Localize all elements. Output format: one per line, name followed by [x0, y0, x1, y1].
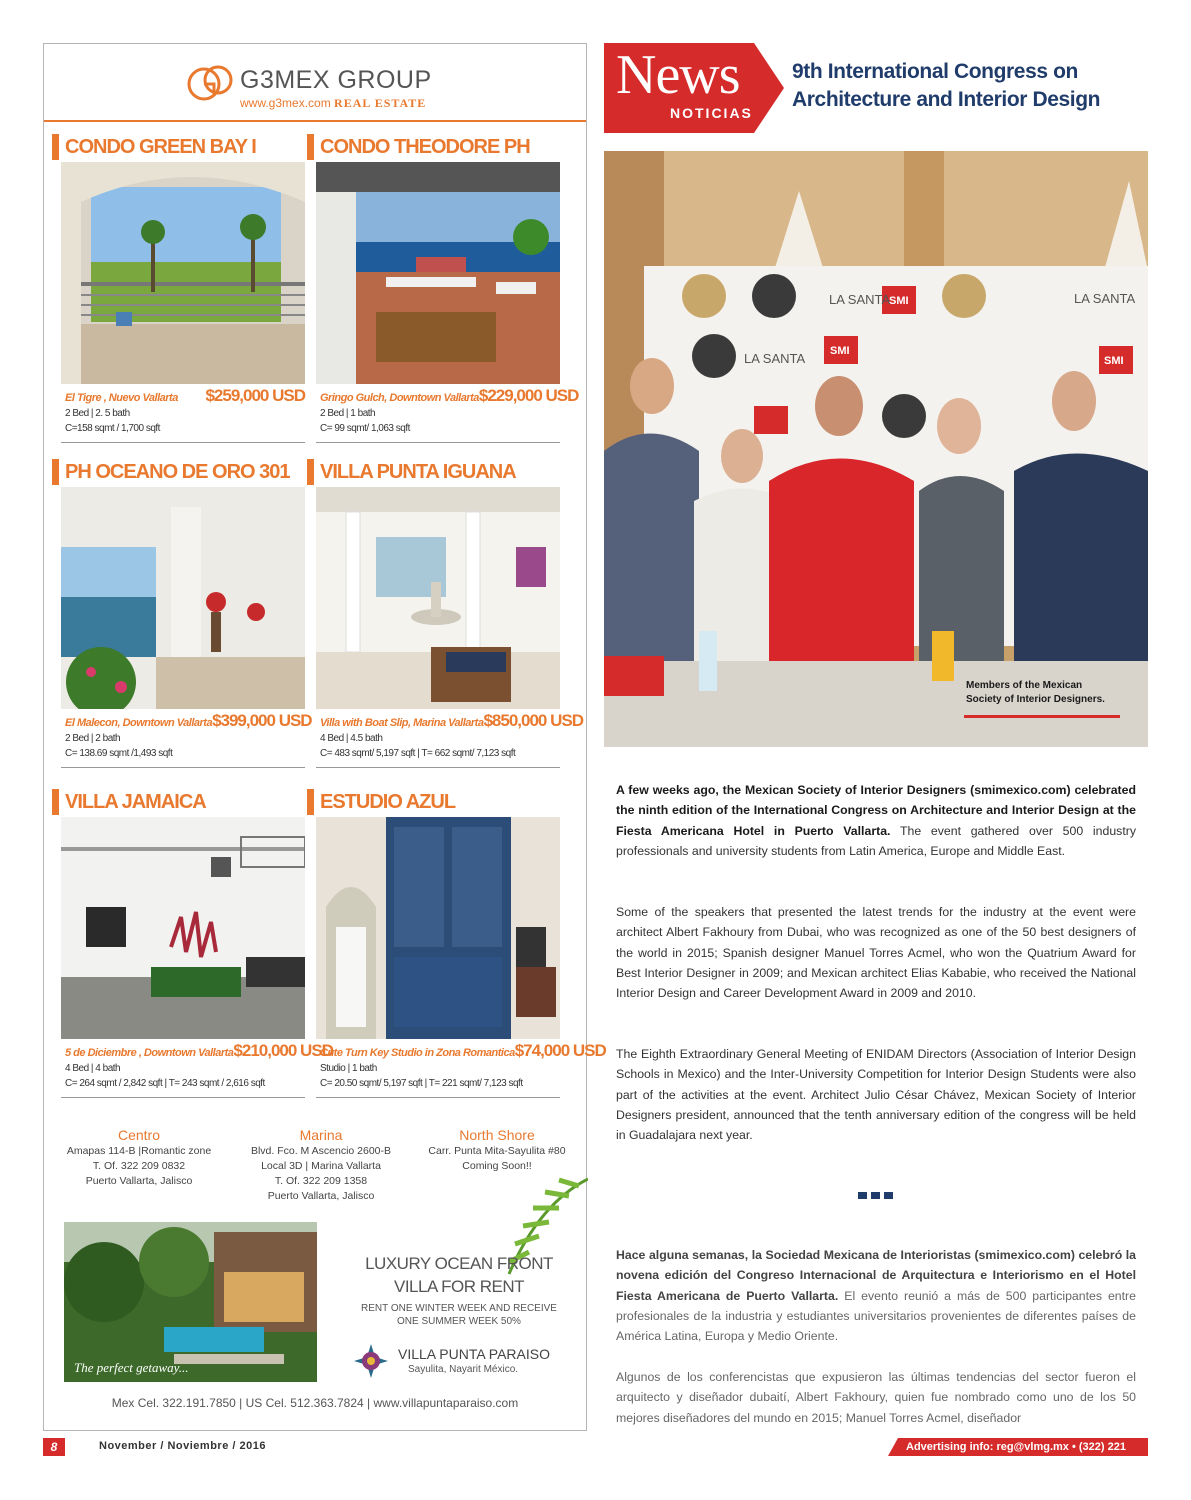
listing-price-row	[320, 386, 579, 406]
g3mex-logo-icon	[184, 58, 244, 110]
listing-location: Villa with Boat Slip, Marina Vallarta	[320, 717, 484, 729]
office-phone: T. Of. 322 209 1358	[274, 1175, 368, 1187]
listing-price: $850,000 USD	[483, 711, 583, 730]
article-headline	[792, 58, 1132, 114]
villa-offer-line-2: ONE SUMMER WEEK 50%	[397, 1316, 521, 1327]
listing-location: Gringo Gulch, Downtown Vallarta	[320, 392, 479, 404]
headline-line-2: Architecture and Interior Design	[792, 88, 1101, 111]
listing-location: 5 de Diciembre , Downtown Vallarta	[65, 1047, 234, 1059]
listing-card	[307, 787, 606, 1098]
listing-photo	[61, 162, 305, 384]
listing-rooms: 2 Bed | 2. 5 bath	[65, 408, 130, 419]
listing-price-row	[320, 711, 583, 731]
page-number: 8	[43, 1438, 65, 1456]
listing-divider	[316, 767, 560, 768]
office-address: Blvd. Fco. M Ascencio 2600-B	[250, 1145, 392, 1157]
listing-title: ESTUDIO AZUL	[307, 787, 552, 817]
office-status: Coming Soon!!	[462, 1160, 532, 1172]
news-badge-title: News	[616, 44, 740, 106]
banner-logo-smi: SMI	[830, 345, 850, 357]
g3mex-logo	[184, 58, 454, 114]
listing-photo	[316, 487, 560, 709]
listing-size: C= 99 sqmt/ 1,063 sqft	[320, 423, 410, 434]
listing-rooms: 2 Bed | 2 bath	[65, 733, 121, 744]
issue-date: November / Noviembre / 2016	[99, 1440, 266, 1452]
real-estate-ad	[43, 43, 606, 1431]
news-badge-subtitle: NOTICIAS	[670, 105, 753, 121]
paragraph-es-1-lead: Hace alguna semanas, la Sociedad Mexicana de Interioristas (smimexico.com) celebró la novena edición del Congreso Internacional de Arquitectura e Interiorismo en el Hotel Fiesta Americana de Puerto Vallarta.	[616, 1248, 1136, 1303]
office-address: Amapas 114-B |Romantic zone	[66, 1145, 212, 1157]
listing-card	[307, 457, 583, 768]
villa-headline-line-1: LUXURY OCEAN FRONT	[365, 1254, 553, 1273]
listing-rooms: Studio | 1 bath	[320, 1063, 377, 1074]
office-city: Puerto Vallarta, Jalisco	[267, 1190, 375, 1202]
caption-rule	[964, 715, 1120, 718]
listing-size: C= 483 sqmt/ 5,197 sqft | T= 662 sqmt/ 7,123 sqft	[320, 748, 516, 759]
paragraph-1-lead: A few weeks ago, the Mexican Society of Interior Designers (smimexico.com) celebrated the ninth edition of the International Congress on Architecture and Interior Design at the Fiesta Americana Hotel in Puerto Vallarta.	[616, 783, 1136, 838]
listing-title: CONDO GREEN BAY I	[52, 132, 297, 162]
villa-offer-line-1: RENT ONE WINTER WEEK AND RECEIVE	[361, 1303, 557, 1314]
event-photo	[604, 151, 1148, 747]
article-paragraph-1	[616, 780, 1136, 861]
listing-price-row	[65, 386, 305, 406]
listing-size: C= 264 sqmt / 2,842 sqft | T= 243 sqmt / 2,616 sqft	[65, 1078, 265, 1089]
paragraph-es-1-body: El evento reunió a más de 500 participantes entre profesionales de la industria y estudiantes universitarios provenientes de diferentes países de América Latina, Europa y Medio Oriente.	[616, 1288, 1136, 1344]
office-name: North Shore	[459, 1127, 535, 1143]
office-local: Local 3D | Marina Vallarta	[261, 1160, 381, 1172]
listing-title: VILLA JAMAICA	[52, 787, 297, 817]
villa-headline	[344, 1252, 574, 1298]
photo-caption-line-2: Society of Interior Designers.	[966, 694, 1105, 705]
brand-tagline: REAL ESTATE	[334, 96, 427, 110]
article-paragraph-2: Some of the speakers that presented the latest trends for the industry at the event were architect Albert Fakhoury from Dubai, who was recognized as one of the 50 best designers of the world in 2015; Spanish designer Manuel Torres Acmel, who won the Quatrium Award for Best Interior Designer in 2009; and Mexican architect Elias Kababie, who received the National Interior Design and Career Development Award in 2009 and 2010.	[616, 905, 1136, 1001]
listing-title: PH OCEANO DE ORO 301	[52, 457, 297, 487]
listing-divider	[61, 767, 305, 768]
listing-rooms: 4 Bed | 4 bath	[65, 1063, 121, 1074]
listing-price: $259,000 USD	[205, 386, 305, 405]
photo-caption-line-1: Members of the Mexican	[966, 680, 1083, 691]
brand-website	[240, 96, 426, 111]
office-phone: T. Of. 322 209 0832	[92, 1160, 186, 1172]
villa-photo	[64, 1222, 317, 1382]
banner-logo-la-santa: LA SANTA	[744, 351, 806, 366]
website-url: www.g3mex.com	[240, 96, 331, 110]
mandala-icon	[352, 1342, 390, 1380]
listing-photo	[316, 817, 560, 1039]
banner-logo-smi: SMI	[889, 295, 909, 307]
article-paragraph-es-1	[616, 1245, 1136, 1346]
photo-caption	[966, 679, 1122, 707]
office-name: Centro	[117, 1127, 161, 1143]
listing-divider	[316, 1097, 560, 1098]
listing-title: VILLA PUNTA IGUANA	[307, 457, 552, 487]
office-north-shore	[414, 1126, 580, 1174]
brand-name: G3MEX GROUP	[240, 66, 432, 94]
news-badge	[604, 43, 784, 133]
listing-price: $399,000 USD	[212, 711, 312, 730]
office-address: Carr. Punta Mita-Sayulita #80	[428, 1145, 566, 1157]
article-paragraph-3: The Eighth Extraordinary General Meeting of ENIDAM Directors (Association of Interior Design Schools in Mexico) and the Inter-University Competition for Interior Design Students were also part of the activities at the event. Architect Julio César Chávez, Mexican Society of Interior Designers president, announced that the tenth anniversary edition of the congress will be held in Guadalajara next year.	[616, 1047, 1136, 1143]
listing-size: C= 138.69 sqmt /1,493 sqft	[65, 748, 173, 759]
listing-location: Cute Turn Key Studio in Zona Romantica	[320, 1047, 515, 1059]
paragraph-1-body: The event gathered over 500 industry professionals and university students from Latin America, Europe and Middle East.	[616, 823, 1136, 858]
listing-price-row	[65, 1041, 333, 1061]
listing-price: $74,000 USD	[514, 1041, 606, 1060]
listing-rooms: 2 Bed | 1 bath	[320, 408, 376, 419]
office-marina	[236, 1126, 406, 1204]
office-name: Marina	[299, 1127, 343, 1143]
villa-location: Sayulita, Nayarit México.	[408, 1364, 519, 1375]
headline-line-1: 9th International Congress on	[792, 60, 1078, 83]
office-centro	[54, 1126, 224, 1189]
section-divider-icon	[858, 1192, 894, 1200]
office-city: Puerto Vallarta, Jalisco	[85, 1175, 193, 1187]
villa-headline-line-2: VILLA FOR RENT	[394, 1277, 524, 1296]
banner-logo-la-santa: LA SANTA	[829, 292, 891, 307]
advertising-info: Advertising info: reg@vlmg.mx • (322) 221 0106	[888, 1438, 1148, 1456]
listing-photo	[61, 817, 305, 1039]
listing-photo	[61, 487, 305, 709]
listing-price: $229,000 USD	[478, 386, 579, 405]
listing-size: C=158 sqmt / 1,700 sqft	[65, 423, 160, 434]
article-paragraph-es-2: Algunos de los conferencistas que expusieron las últimas tendencias del sector fueron el arquitecto y diseñador dubaití, Albert Fakhoury, quien fue nombrado como uno de los 50 mejores diseñadores del mundo en 2015; Manuel Torres Acmel, diseñador	[616, 1370, 1136, 1425]
listing-price-row	[65, 711, 312, 731]
listing-divider	[316, 442, 560, 443]
listing-card	[52, 787, 333, 1098]
listing-card	[52, 457, 312, 768]
listing-rooms: 4 Bed | 4.5 bath	[320, 733, 383, 744]
listing-price: $210,000 USD	[233, 1041, 333, 1060]
listing-photo	[316, 162, 560, 384]
listing-price-row	[320, 1041, 606, 1061]
banner-logo-la-santa: LA SANTA	[1074, 291, 1136, 306]
listing-divider	[61, 1097, 305, 1098]
banner-logo-smi: SMI	[1104, 355, 1124, 367]
listing-card	[307, 132, 579, 443]
listing-location: El Tigre , Nuevo Vallarta	[65, 392, 178, 404]
listing-size: C= 20.50 sqmt/ 5,197 sqft | T= 221 sqmt/ 7,123 sqft	[320, 1078, 523, 1089]
listing-divider	[61, 442, 305, 443]
villa-name: VILLA PUNTA PARAISO	[398, 1346, 550, 1362]
villa-logo	[352, 1342, 582, 1382]
villa-contact: Mex Cel. 322.191.7850 | US Cel. 512.363.7824 | www.villapuntaparaiso.com	[111, 1396, 519, 1410]
villa-photo-caption: The perfect getaway...	[74, 1360, 189, 1375]
ad-header-rule	[44, 120, 586, 122]
listing-title: CONDO THEODORE PH	[307, 132, 552, 162]
villa-offer	[344, 1302, 574, 1328]
listing-card	[52, 132, 305, 443]
listing-location: El Malecon, Downtown Vallarta	[65, 717, 213, 729]
